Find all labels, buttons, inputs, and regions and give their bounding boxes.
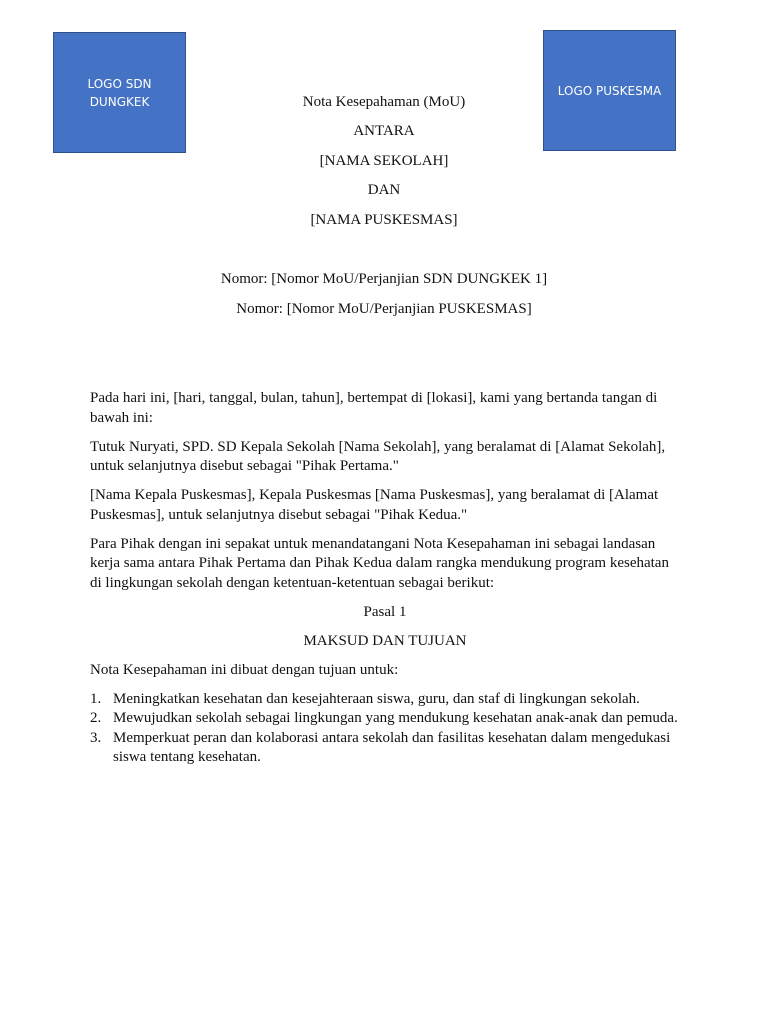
list-item-text: Mewujudkan sekolah sebagai lingkungan yang mendukung kesehatan anak-anak dan pemuda.: [113, 710, 678, 726]
school-logo-label: LOGO SDN DUNGKEK: [87, 76, 152, 109]
puskesmas-logo-label: LOGO PUSKESMA: [557, 83, 662, 98]
list-item-text: Memperkuat peran dan kolaborasi antara sekolah dan fasilitas kesehatan dalam mengedukasi siswa tentang kesehatan.: [113, 729, 671, 765]
article-number: Pasal 1: [363, 603, 407, 620]
intro-paragraph: Pada hari ini, [hari, tanggal, bulan, tahun], bertempat di [lokasi], kami yang bertanda tangan di bawah ini:: [90, 390, 658, 426]
list-item-number: 2.: [90, 710, 102, 726]
list-item-text: Meningkatkan kesehatan dan kesejahteraan siswa, guru, dan staf di lingkungan sekolah.: [113, 690, 640, 707]
first-party-paragraph: Tutuk Nuryati, SPD. SD Kepala Sekolah [Nama Sekolah], yang beralamat di [Alamat Sekolah], untuk selanjutnya disebut sebagai "Pihak Pertama.": [90, 438, 666, 474]
list-item-number: 1.: [90, 690, 102, 707]
document-number-school: Nomor: [Nomor MoU/Perjanjian SDN DUNGKEK 1]: [220, 271, 548, 287]
title-between: ANTARA: [353, 123, 415, 139]
document-title: Nota Kesepahaman (MoU): [302, 94, 466, 110]
list-item: [90, 729, 680, 768]
purpose-list: [90, 690, 680, 768]
second-party-paragraph: [Nama Kepala Puskesmas], Kepala Puskesmas [Nama Puskesmas], yang beralamat di [Alamat Puskesmas], untuk selanjutnya disebut sebagai "Pihak Kedua.": [90, 487, 659, 523]
purpose-intro: Nota Kesepahaman ini dibuat dengan tujuan untuk:: [90, 661, 399, 678]
title-party-puskesmas: [NAMA PUSKESMAS]: [310, 212, 458, 228]
list-item-number: 3.: [90, 729, 102, 746]
list-item: [90, 709, 680, 729]
list-item: [90, 690, 680, 710]
agreement-paragraph: Para Pihak dengan ini sepakat untuk menandatangani Nota Kesepahaman ini sebagai landasan kerja sama antara Pihak Pertama dan Pihak Kedua dalam rangka mendukung program kesehatan di lingkungan sekolah dengan ketentuan-ketentuan sebagai berikut:: [90, 535, 669, 591]
document-number-puskesmas: Nomor: [Nomor MoU/Perjanjian PUSKESMAS]: [236, 301, 532, 317]
title-conjunction: DAN: [367, 182, 401, 198]
article-title: MAKSUD DAN TUJUAN: [303, 632, 467, 649]
title-party-school: [NAMA SEKOLAH]: [319, 153, 449, 169]
document-body: [90, 389, 680, 768]
